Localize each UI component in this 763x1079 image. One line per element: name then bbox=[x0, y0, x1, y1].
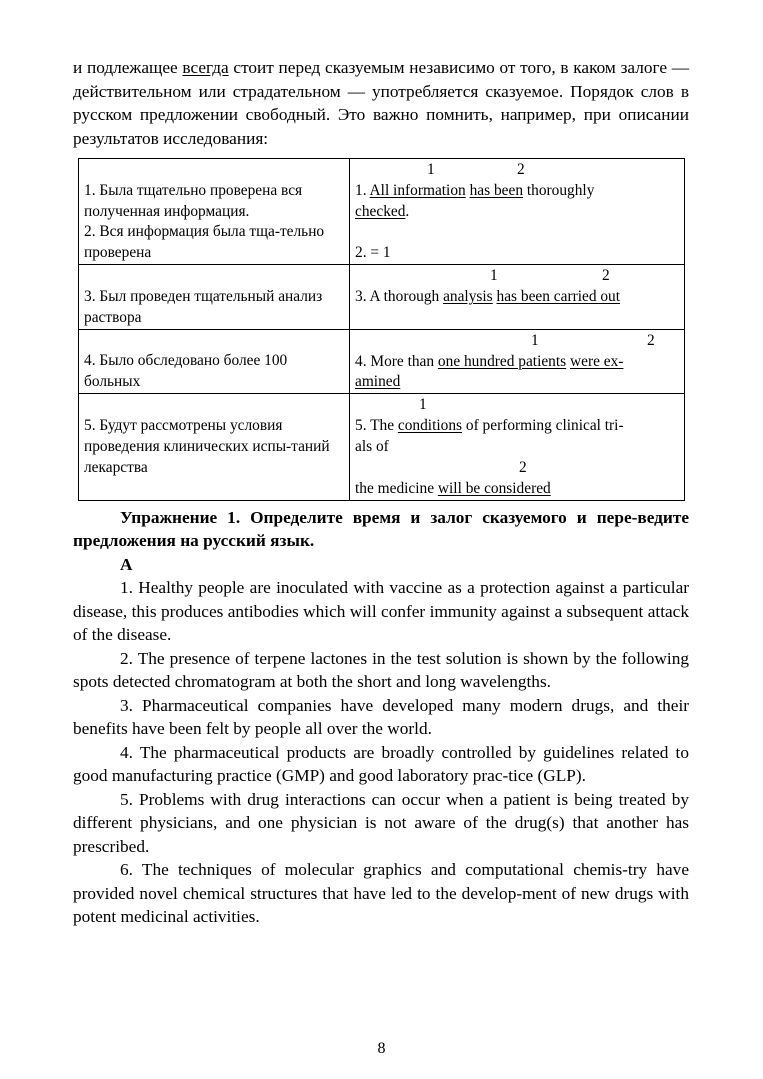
table-row bbox=[79, 265, 685, 329]
predicate: will be considered bbox=[437, 479, 551, 497]
russian-cell: 4. Было обследовано более 100 больных bbox=[79, 329, 350, 394]
table-row bbox=[79, 329, 685, 394]
subject: analysis bbox=[443, 288, 493, 306]
table-row bbox=[79, 159, 685, 265]
list-item: 3. Pharmaceutical companies have developed many modern drugs, and their benefits have been felt by people all over the world. bbox=[73, 695, 689, 739]
list-item: 5. Problems with drug interactions can occur when a patient is being treated by different physicians, and one physician is not aware of the drug(s) that another has prescribed. bbox=[73, 789, 689, 856]
list-item: 4. The pharmaceutical products are broadly controlled by guidelines related to good manufacturing practice (GMP) and good laboratory prac-tice (GLP). bbox=[73, 742, 689, 786]
exercise-items bbox=[73, 576, 689, 929]
word-order-marks: 1 2 bbox=[531, 331, 655, 349]
english-cell: 1 5. The conditions of performing clinical tri- als of 2 the medicine will be considered bbox=[350, 394, 685, 500]
russian-cell: 1. Была тщательно проверена вся полученная информация. 2. Вся информация была тща-тельно проверена bbox=[79, 159, 350, 265]
table-row bbox=[79, 394, 685, 500]
word-order-marks: 2 bbox=[519, 458, 527, 476]
predicate: has been carried out bbox=[496, 288, 621, 306]
list-item: 2. The presence of terpene lactones in the test solution is shown by the following spots detected chromatogram at both the short and long wavelengths. bbox=[73, 648, 689, 692]
word-order-marks: 1 2 bbox=[427, 161, 525, 178]
predicate: amined bbox=[355, 373, 401, 391]
english-cell: 1 2 3. A thorough analysis has been carried out bbox=[350, 265, 685, 329]
word-order-marks: 1 2 bbox=[490, 267, 610, 285]
english-cell: 1 2 4. More than one hundred patients were ex- amined bbox=[350, 329, 685, 394]
list-item: 1. Healthy people are inoculated with vaccine as a protection against a particular disease, this produces antibodies which will confer immunity against a subsequent attack of the disease. bbox=[73, 578, 689, 645]
exercise-heading: Упражнение 1. Определите время и залог сказуемого и пере-ведите предложения на русский язык. bbox=[73, 507, 689, 551]
intro-paragraph: и подлежащее всегда стоит перед сказуемым независимо от того, в каком залоге — действительном или страдательном — употребляется сказуемое. Порядок слов в русском предложении свободный. Это важно помнить, например, при описании результатов исследования: bbox=[73, 58, 689, 148]
russian-cell: 3. Был проведен тщательный анализ раствора bbox=[79, 265, 350, 329]
word-order-marks: 1 bbox=[419, 396, 427, 414]
predicate: checked bbox=[355, 202, 406, 220]
subject: one hundred patients bbox=[437, 352, 567, 370]
subject: All information bbox=[369, 182, 466, 199]
comparison-table bbox=[78, 158, 685, 501]
subject: conditions bbox=[397, 417, 463, 435]
russian-cell: 5. Будут рассмотрены условия проведения клинических испы-таний лекарства bbox=[79, 394, 350, 500]
page-content bbox=[73, 56, 689, 929]
predicate: has been bbox=[469, 182, 524, 199]
section-label: А bbox=[120, 554, 133, 574]
page-number: 8 bbox=[377, 1040, 386, 1057]
english-cell: 1 2 1. All information has been thoroughly checked. 2. = 1 bbox=[350, 159, 685, 265]
underlined-word: всегда bbox=[182, 58, 229, 77]
predicate: were ex- bbox=[570, 352, 624, 370]
list-item: 6. The techniques of molecular graphics and computational chemis-try have provided novel chemical structures that have led to the develop-ment of new drugs with potent medicinal activities. bbox=[73, 860, 689, 927]
